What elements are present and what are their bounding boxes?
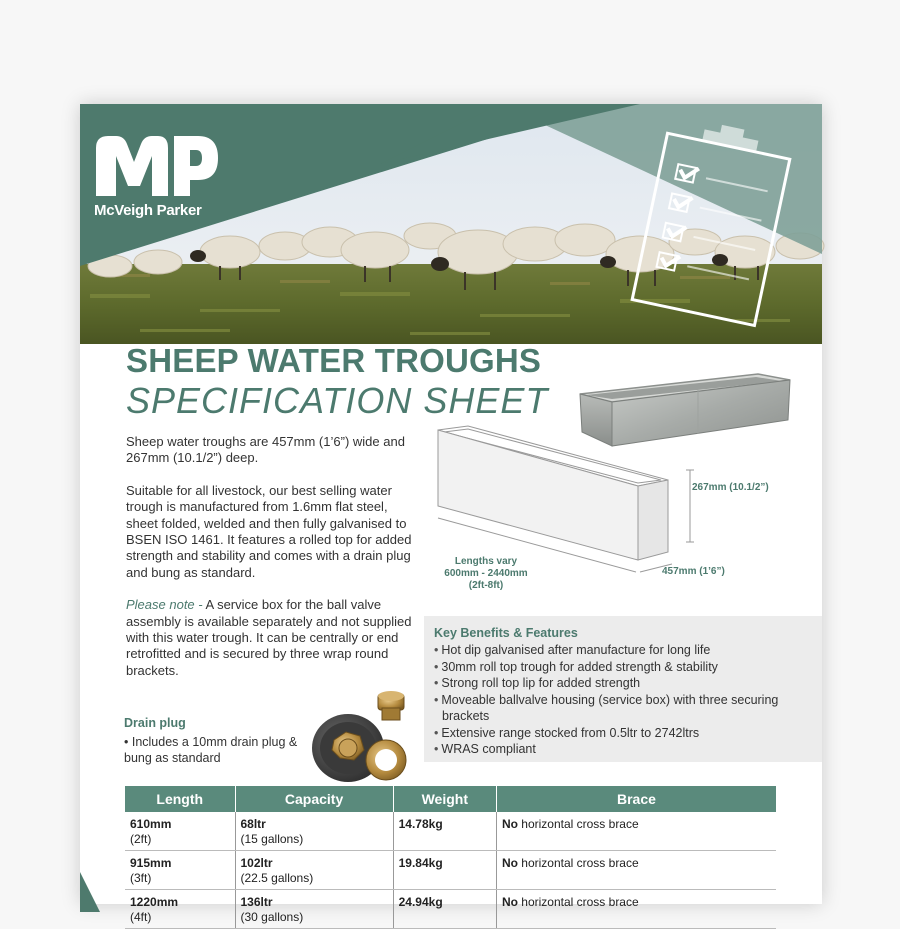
cell-capacity: 68ltr (15 gallons) — [235, 812, 393, 851]
cell-brace: No horizontal cross brace — [496, 812, 776, 851]
drain-plug-text: • Includes a 10mm drain plug & bung as standard — [124, 735, 298, 765]
cell-length: 915mm (3ft) — [125, 851, 235, 890]
table-row — [125, 851, 776, 890]
mp-logo-mark — [94, 134, 222, 198]
benefit-item: • Hot dip galvanised after manufacture for long life — [434, 642, 812, 659]
drain-plug-heading: Drain plug — [124, 716, 186, 730]
hero-banner — [80, 104, 822, 344]
dimension-width: 457mm (1’6”) — [662, 566, 725, 577]
benefit-item: • Strong roll top lip for added strength — [434, 675, 812, 692]
intro-text — [126, 434, 416, 695]
benefit-item: • Extensive range stocked from 0.5ltr to 2742ltrs — [434, 725, 812, 742]
clipboard-checklist-icon — [625, 122, 795, 327]
length-line-1: Lengths vary — [454, 556, 518, 567]
page-title: SHEEP WATER TROUGHS — [126, 342, 542, 379]
cell-capacity: 102ltr (22.5 gallons) — [235, 851, 393, 890]
benefit-item: • Moveable ballvalve housing (service box) with three securing brackets — [434, 692, 812, 725]
cell-weight: 24.94kg — [393, 890, 496, 929]
cell-weight: 19.84kg — [393, 851, 496, 890]
drain-plug-photo — [306, 688, 426, 788]
intro-note — [126, 597, 416, 679]
intro-description: Suitable for all livestock, our best selling water trough is manufactured from 1.6mm flat steel, sheet folded, welded and then fully galvanised to BSEN ISO 1461. It features a rolled top for added strength and stability and comes with a drain plug and bung as standard. — [126, 482, 412, 580]
brand-name: McVeigh Parker — [94, 202, 202, 219]
benefit-item: • WRAS compliant — [434, 741, 812, 758]
header-length: Length — [125, 786, 235, 812]
benefits-list — [434, 642, 812, 758]
cell-weight: 14.78kg — [393, 812, 496, 851]
table-row — [125, 890, 776, 929]
dimension-length — [438, 556, 534, 592]
header-brace: Brace — [496, 786, 776, 812]
cell-length: 1220mm (4ft) — [125, 890, 235, 929]
spec-sheet — [80, 104, 822, 924]
note-label: Please note - — [126, 597, 203, 613]
spec-table — [125, 786, 776, 929]
cell-brace: No horizontal cross brace — [496, 890, 776, 929]
benefits-heading: Key Benefits & Features — [434, 626, 578, 640]
table-row — [125, 812, 776, 851]
cell-capacity: 136ltr (30 gallons) — [235, 890, 393, 929]
intro-dimensions: Sheep water troughs are 457mm (1’6”) wide and 267mm (10.1/2”) deep. — [126, 434, 405, 466]
length-line-2: 600mm - 2440mm — [444, 568, 528, 579]
table-header-row — [125, 786, 776, 812]
dimension-height: 267mm (10.1/2”) — [692, 482, 769, 493]
length-line-3: (2ft-8ft) — [468, 580, 504, 591]
corner-accent — [80, 872, 100, 912]
key-benefits-panel — [424, 616, 822, 762]
header-capacity: Capacity — [235, 786, 393, 812]
note-text: A service box for the ball valve assembly is available separately and not supplied with this water trough. It can be centrally or end retrofitted and is secured by three wrap round brackets. — [126, 597, 412, 678]
brand-logo[interactable] — [94, 134, 224, 219]
cell-brace: No horizontal cross brace — [496, 851, 776, 890]
cell-length: 610mm (2ft) — [125, 812, 235, 851]
benefit-item: • 30mm roll top trough for added strength & stability — [434, 659, 812, 676]
page-subtitle: SPECIFICATION SHEET — [126, 380, 549, 421]
header-weight: Weight — [393, 786, 496, 812]
